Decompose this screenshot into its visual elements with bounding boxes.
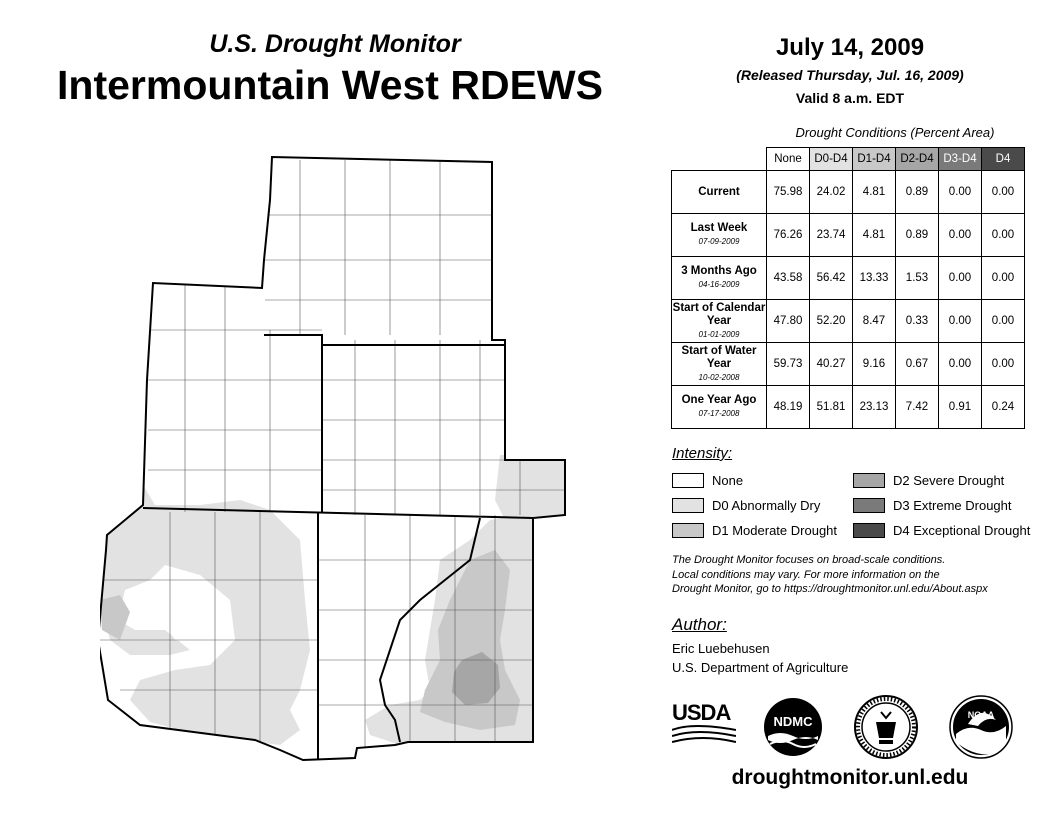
author-organization: U.S. Department of Agriculture	[672, 660, 849, 675]
row-label	[672, 386, 767, 429]
row-date: 07-17-2008	[698, 409, 740, 418]
table-corner	[672, 148, 767, 171]
noaa-logo-text: NOAA	[967, 710, 995, 720]
legend-swatch	[672, 498, 704, 513]
table-cell: 0.24	[982, 386, 1025, 429]
legend-item-d3	[853, 496, 1030, 514]
column-header-none: None	[767, 148, 810, 171]
table-cell: 0.00	[939, 214, 982, 257]
legend-swatch	[672, 523, 704, 538]
table-cell: 1.53	[896, 257, 939, 300]
column-header-d1-d4: D1-D4	[853, 148, 896, 171]
table-cell: 24.02	[810, 171, 853, 214]
table-cell: 0.00	[939, 300, 982, 343]
legend-right-column	[853, 471, 1030, 539]
legend-label: D2 Severe Drought	[893, 472, 1005, 488]
table-cell: 75.98	[767, 171, 810, 214]
legend-label: None	[712, 472, 744, 488]
usda-logo-mark	[672, 724, 736, 746]
table-cell: 0.00	[939, 343, 982, 386]
legend-label: D1 Moderate Drought	[712, 522, 838, 538]
table-cell: 23.74	[810, 214, 853, 257]
ndmc-logo-text: NDMC	[773, 714, 813, 729]
row-date: 10-02-2008	[698, 372, 740, 382]
drought-conditions-table	[671, 147, 1025, 429]
table-cell: 76.26	[767, 214, 810, 257]
row-label-text: Current	[698, 185, 740, 198]
table-cell: 0.00	[939, 257, 982, 300]
row-label-text: One Year Ago	[681, 394, 757, 406]
table-row	[672, 171, 1025, 214]
table-cell: 0.00	[939, 171, 982, 214]
disclaimer-note	[672, 553, 1042, 597]
table-cell: 43.58	[767, 257, 810, 300]
legend-title: Intensity:	[672, 445, 733, 462]
table-cell: 8.47	[853, 300, 896, 343]
row-date: 07-09-2009	[698, 237, 740, 246]
row-label	[672, 343, 767, 386]
note-line-2: Local conditions may vary. For more information on the	[672, 568, 940, 581]
legend-swatch	[853, 498, 885, 513]
column-header-d0-d4: D0-D4	[810, 148, 853, 171]
row-label	[672, 300, 767, 343]
drought-map	[100, 150, 580, 770]
table-cell: 40.27	[810, 343, 853, 386]
table-row	[672, 343, 1025, 386]
legend-label: D0 Abnormally Dry	[712, 497, 821, 513]
department-of-commerce-seal	[853, 694, 919, 760]
table-cell: 0.00	[982, 300, 1025, 343]
legend-item-none	[672, 471, 837, 489]
table-cell: 0.33	[896, 300, 939, 343]
noaa-logo	[948, 694, 1014, 760]
legend-item-d0	[672, 496, 837, 514]
legend-swatch	[853, 473, 885, 488]
table-cell: 51.81	[810, 386, 853, 429]
table-cell: 13.33	[853, 257, 896, 300]
legend-label: D4 Exceptional Drought	[893, 522, 1031, 538]
table-caption: Drought Conditions (Percent Area)	[795, 125, 995, 140]
footer-url[interactable]: droughtmonitor.unl.edu	[731, 766, 969, 789]
column-header-d2-d4: D2-D4	[896, 148, 939, 171]
usda-logo	[672, 702, 736, 748]
note-line-3: Drought Monitor, go to https://droughtmonitor.unl.edu/About.aspx	[672, 583, 988, 595]
map-subtitle: U.S. Drought Monitor	[209, 30, 461, 58]
table-cell: 4.81	[853, 171, 896, 214]
release-date: (Released Thursday, Jul. 16, 2009)	[736, 67, 964, 83]
table-cell: 59.73	[767, 343, 810, 386]
table-cell: 0.00	[982, 214, 1025, 257]
table-cell: 7.42	[896, 386, 939, 429]
table-cell: 9.16	[853, 343, 896, 386]
row-label-text: Last Week	[690, 222, 748, 234]
row-label	[672, 257, 767, 300]
column-header-d3-d4: D3-D4	[939, 148, 982, 171]
legend-swatch	[672, 473, 704, 488]
table-cell: 56.42	[810, 257, 853, 300]
author-name: Eric Luebehusen	[672, 641, 770, 656]
table-cell: 0.00	[982, 171, 1025, 214]
table-row	[672, 257, 1025, 300]
ndmc-logo	[762, 696, 824, 758]
table-cell: 23.13	[853, 386, 896, 429]
table-row	[672, 386, 1025, 429]
valid-time: Valid 8 a.m. EDT	[795, 90, 905, 106]
row-label-text: Start of Calendar Year	[672, 301, 766, 327]
row-label	[672, 171, 767, 214]
row-date: 01-01-2009	[698, 329, 740, 339]
table-row	[672, 300, 1025, 343]
table-cell: 47.80	[767, 300, 810, 343]
table-cell: 0.00	[982, 343, 1025, 386]
usda-logo-text: USDA	[672, 700, 731, 725]
legend-swatch	[853, 523, 885, 538]
row-label	[672, 214, 767, 257]
table-cell: 4.81	[853, 214, 896, 257]
map-title: Intermountain West RDEWS	[57, 62, 603, 108]
map-date: July 14, 2009	[775, 34, 925, 61]
row-label-text: Start of Water Year	[681, 344, 757, 370]
table-row	[672, 214, 1025, 257]
legend-item-d4	[853, 521, 1030, 539]
table-cell: 48.19	[767, 386, 810, 429]
table-cell: 0.91	[939, 386, 982, 429]
legend-item-d2	[853, 471, 1030, 489]
table-cell: 0.89	[896, 214, 939, 257]
table-cell: 52.20	[810, 300, 853, 343]
column-header-d4: D4	[982, 148, 1025, 171]
author-heading: Author:	[672, 615, 727, 634]
table-cell: 0.67	[896, 343, 939, 386]
legend-label: D3 Extreme Drought	[893, 497, 1012, 513]
note-line-1: The Drought Monitor focuses on broad-scale conditions.	[672, 554, 946, 566]
row-date: 04-16-2009	[698, 280, 740, 289]
table-cell: 0.00	[982, 257, 1025, 300]
legend-left-column	[672, 471, 837, 539]
d0-area-colorado-se	[495, 455, 570, 520]
legend-item-d1	[672, 521, 837, 539]
table-cell: 0.89	[896, 171, 939, 214]
row-label-text: 3 Months Ago	[681, 265, 757, 277]
